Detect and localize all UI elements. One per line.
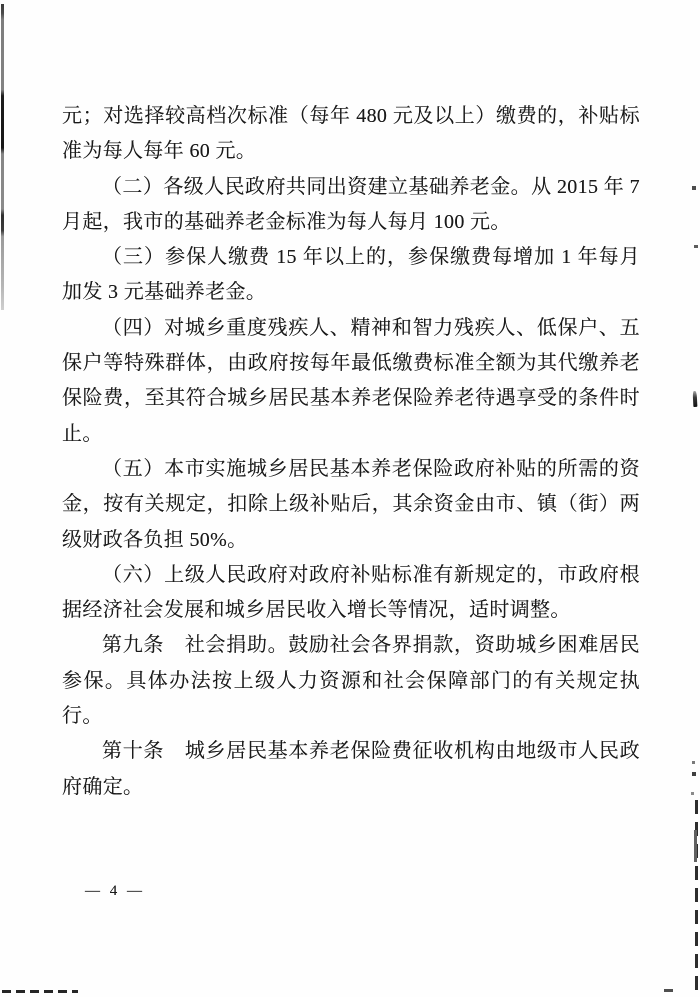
body-paragraph: （二）各级人民政府共同出资建立基础养老金。从 2015 年 7 月起，我市的基础养老金标准为每人每月 100 元。: [62, 175, 640, 233]
scan-artifact-bottom-dashed-line: [2, 990, 78, 993]
scan-artifact-left-edge-line: [1, 4, 4, 310]
scan-artifact-bottom-dash: [664, 989, 673, 992]
scan-artifact-right-edge-blob: [694, 830, 698, 862]
document-body: [62, 99, 640, 805]
scan-artifact-ink-curl: [693, 391, 697, 407]
scan-artifact-dot: [692, 761, 695, 764]
body-paragraph: 第九条 社会捐助。鼓励社会各界捐款，资助城乡困难居民参保。具体办法按上级人力资源和社会保障部门的有关规定执行。: [62, 634, 640, 728]
scan-artifact-dot: [692, 186, 696, 190]
scan-artifact-dot: [692, 772, 696, 776]
body-paragraph: 第十条 城乡居民基本养老保险费征收机构由地级市人民政府确定。: [62, 740, 640, 798]
body-paragraph: （三）参保人缴费 15 年以上的，参保缴费每增加 1 年每月加发 3 元基础养老金。: [62, 246, 640, 304]
scan-artifact-dot: [691, 792, 694, 795]
body-paragraph: （五）本市实施城乡居民基本养老保险政府补贴的所需的资金，按有关规定，扣除上级补贴后，其余资金由市、镇（街）两级财政各负担 50%。: [62, 457, 640, 551]
body-paragraph: （六）上级人民政府对政府补贴标准有新规定的，市政府根据经济社会发展和城乡居民收入增长等情况，适时调整。: [62, 563, 640, 622]
page-number: — 4 —: [85, 883, 145, 899]
body-paragraph: （四）对城乡重度残疾人、精神和智力残疾人、低保户、五保户等特殊群体，由政府按每年最低缴费标准全额为其代缴养老保险费，至其符合城乡居民基本养老保险养老待遇享受的条件时止。: [62, 316, 640, 445]
body-paragraph: 元；对选择较高档次标准（每年 480 元及以上）缴费的，补贴标准为每人每年 60 元。: [62, 105, 640, 163]
scan-artifact-dot: [694, 245, 698, 248]
